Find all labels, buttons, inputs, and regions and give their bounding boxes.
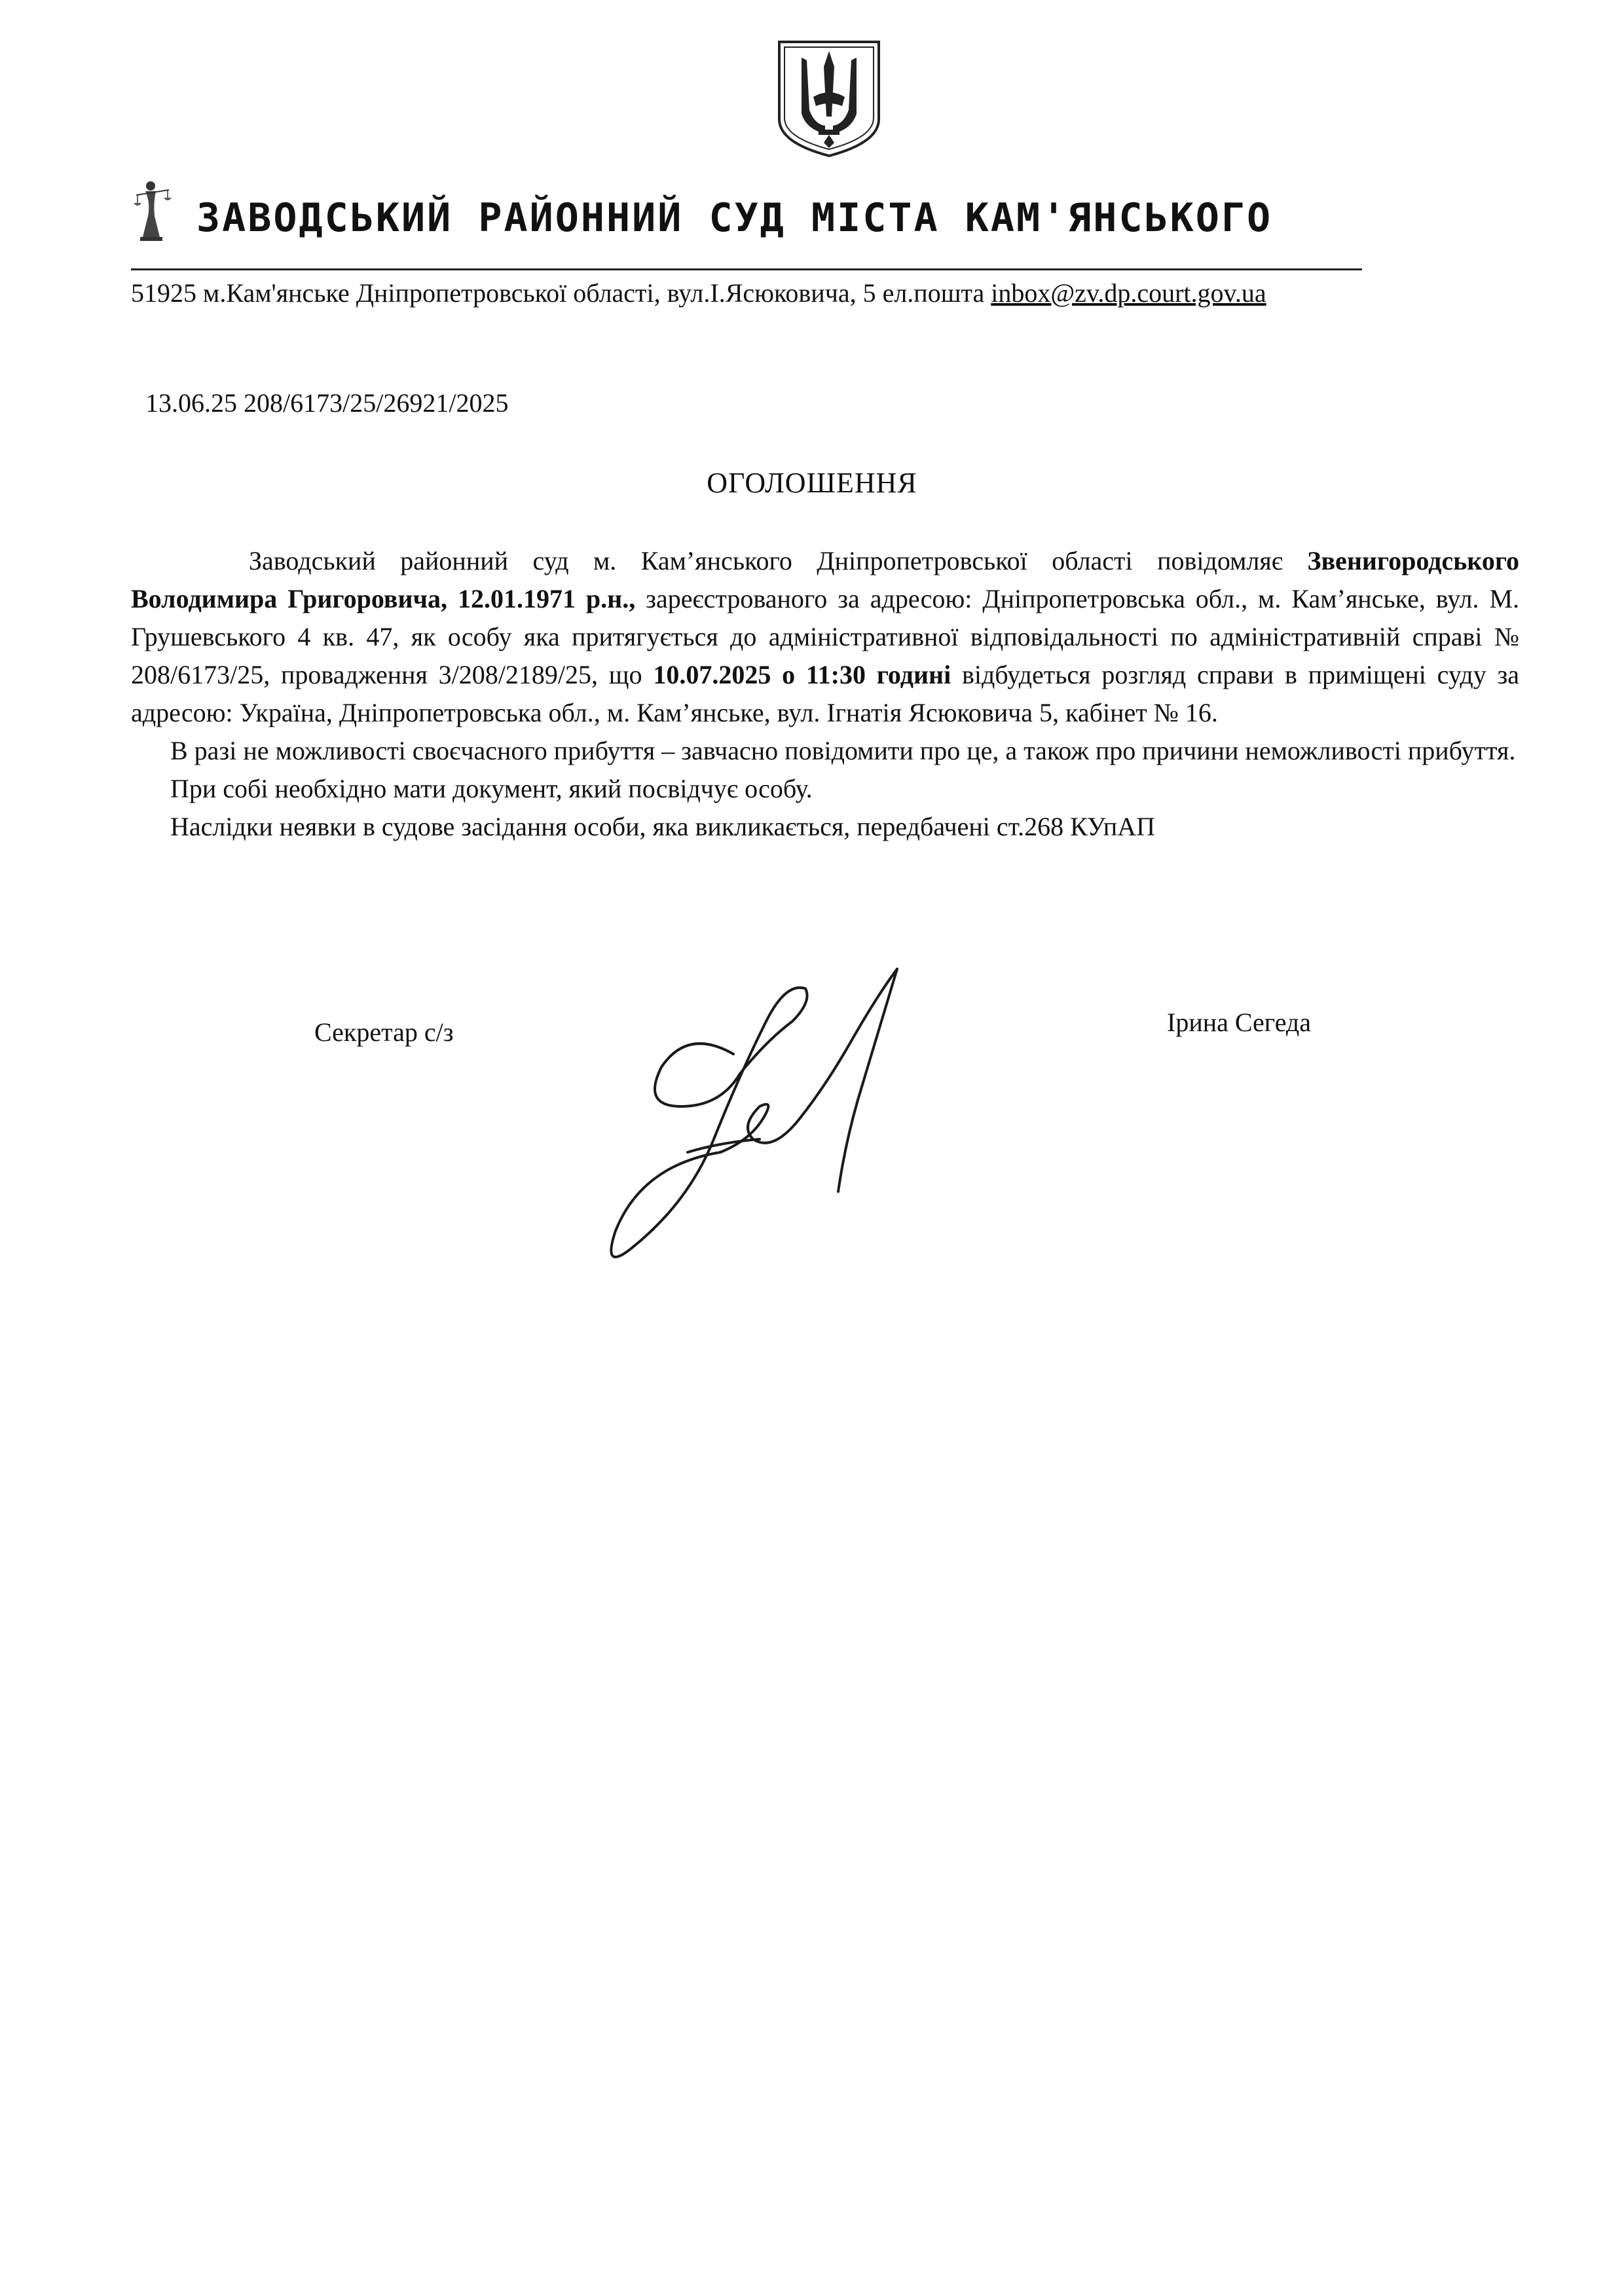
hearing-datetime: 10.07.2025 о 11:30 годині (653, 660, 951, 689)
paragraph-document: При собі необхідно мати документ, який посвідчує особу. (170, 774, 813, 803)
paragraph-notice: Заводський районний суд м. Кам’янського Дніпропетровської області повідомляє Звенигородського Володимира Григоровича, 12.01.1971 р.н., зареєстрованого за адресою: Дніпропетровська обл., м. Кам’янське, вул. М. Грушевського 4 кв. 47, як особу яка притягується до адміністративної відповідальності по адміністративній справі № 208/6173/25, провадження 3/208/2189/25, що 10.07.2025 о 11:30 годині відбудеться розгляд справи в приміщені суду за адресою: Україна, Дніпропетровська обл., м. Кам’янське, вул. Ігнатія Ясюковича 5, кабінет № 16. (131, 546, 1520, 727)
email-link[interactable]: inbox@zv.dp.court.gov.ua (991, 278, 1266, 308)
document-body (131, 542, 1519, 846)
address-text: 51925 м.Кам'янське Дніпропетровської області, вул.І.Ясюковича, 5 ел.пошта (131, 278, 991, 308)
document-title: ОГОЛОШЕННЯ (707, 467, 917, 499)
document-reference: 13.06.25 208/6173/25/26921/2025 (145, 388, 509, 418)
signatory-title: Секретар с/з (314, 1017, 454, 1047)
paragraph-absence: В разі не можливості своєчасного прибуття – завчасно повідомити про це, а також про причини неможливості прибуття. (170, 736, 1516, 765)
signatory-name: Ірина Сегеда (1167, 1008, 1312, 1037)
themis-icon (131, 177, 174, 242)
court-address (131, 278, 1266, 308)
coat-of-arms-icon (775, 38, 883, 158)
handwritten-signature (589, 943, 995, 1283)
header-divider (131, 268, 1362, 270)
paragraph-consequences: Наслідки неявки в судове засідання особи, яка викликається, передбачені ст.268 КУпАП (170, 812, 1155, 841)
person-name: Звенигородського Володимира Григоровича, 12.01.1971 р.н., (131, 546, 1519, 613)
court-name: ЗАВОДСЬКИЙ РАЙОННИЙ СУД МІСТА КАМ'ЯНСЬКОГО (196, 195, 1273, 241)
